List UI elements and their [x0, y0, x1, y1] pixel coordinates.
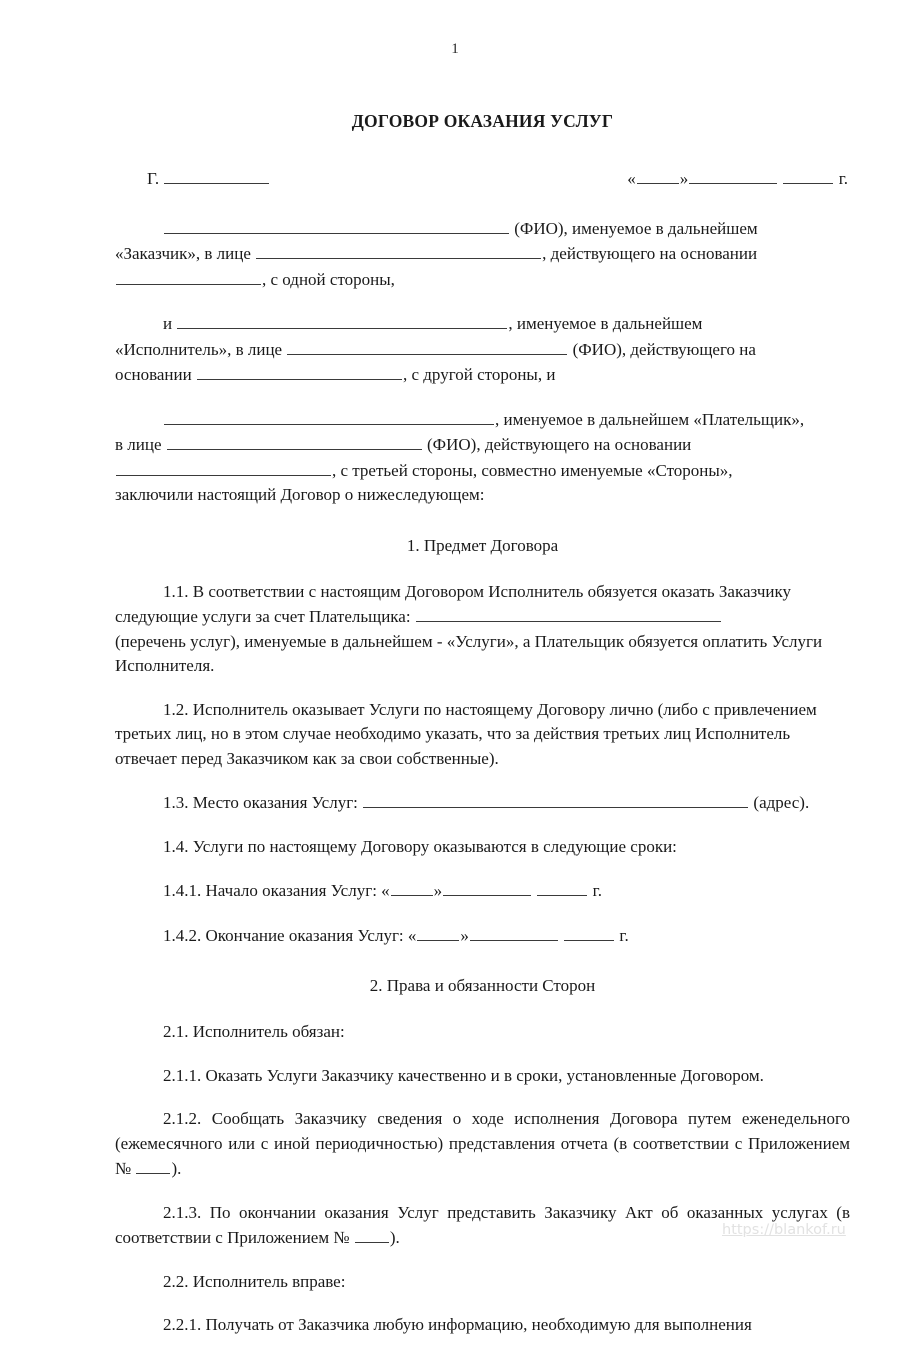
payer-name-blank[interactable] [164, 407, 494, 425]
start-quote-open: « [381, 881, 390, 900]
payer-side-label: , с третьей стороны, совместно именуемые «Стороны», [332, 460, 733, 480]
executor-named-label: , именуемое в дальнейшем [508, 314, 703, 333]
year-suffix: г. [838, 169, 848, 188]
executor-conjunction: и [163, 314, 173, 333]
clause-2-1-3-text-after: ). [389, 1228, 400, 1247]
executor-fio-label: (ФИО), действующего на [572, 339, 756, 359]
clause-1-1 [115, 580, 850, 679]
city-blank[interactable] [164, 166, 269, 184]
start-month-blank[interactable] [443, 878, 531, 896]
clause-1-4-1-text: 1.4.1. Начало оказания Услуг: [163, 881, 377, 900]
payer-named-label: , именуемое в дальнейшем «Плательщик», [495, 409, 805, 429]
day-blank[interactable] [637, 166, 679, 184]
clause-1-3 [115, 790, 850, 816]
executor-name-blank[interactable] [177, 311, 507, 329]
clause-2-1: 2.1. Исполнитель обязан: [163, 1022, 345, 1041]
customer-basis-blank[interactable] [116, 267, 261, 285]
end-day-blank[interactable] [417, 923, 459, 941]
executor-basis-blank[interactable] [197, 362, 402, 380]
end-year-suffix: г. [619, 925, 629, 945]
document-body [115, 110, 850, 1357]
customer-fio-label: (ФИО), именуемое в дальнейшем [514, 218, 758, 238]
customer-representative-blank[interactable] [256, 241, 541, 259]
customer-party-label: «Заказчик», в лице [115, 244, 251, 263]
service-address-blank[interactable] [363, 790, 748, 808]
clause-1-1-text-after: (перечень услуг), именуемые в дальнейшем - «Услуги», а Плательщик обязуется оплатить Услуги Исполнителя. [115, 631, 823, 675]
payer-basis-blank[interactable] [116, 458, 331, 476]
end-quote-close: » [460, 925, 469, 945]
end-month-blank[interactable] [470, 923, 558, 941]
date-field [627, 166, 850, 192]
customer-preamble [115, 216, 850, 293]
year-blank[interactable] [783, 166, 833, 184]
clause-2-1-2 [115, 1107, 850, 1182]
payer-preamble [115, 407, 850, 508]
clause-2-1-1: 2.1.1. Оказать Услуги Заказчику качественно и в сроки, установленные Договором. [163, 1065, 764, 1085]
end-quote-open: « [407, 925, 417, 945]
month-blank[interactable] [689, 166, 777, 184]
clause-1-4: 1.4. Услуги по настоящему Договору оказываются в следующие сроки: [163, 836, 677, 856]
clause-1-3-text-after: (адрес). [753, 793, 810, 812]
executor-party-label: «Исполнитель», в лице [115, 339, 283, 359]
start-year-suffix: г. [592, 881, 602, 900]
city-field [115, 166, 270, 192]
document-title: ДОГОВОР ОКАЗАНИЯ УСЛУГ [351, 111, 614, 131]
executor-representative-blank[interactable] [287, 337, 567, 355]
payer-in-person-label: в лице [115, 435, 162, 454]
clause-2-2: 2.2. Исполнитель вправе: [163, 1271, 346, 1291]
start-day-blank[interactable] [391, 878, 433, 896]
site-watermark: https://blankof.ru [722, 1222, 846, 1238]
executor-basis-label: основании [115, 365, 192, 384]
customer-acting-label: , действующего на основании [542, 244, 758, 263]
section-heading-1: 1. Предмет Договора [406, 535, 559, 555]
payer-representative-blank[interactable] [167, 432, 422, 450]
executor-side-label: , с другой стороны, и [402, 365, 556, 384]
clause-2-2-1: 2.2.1. Получать от Заказчика любую информацию, необходимую для выполнения [163, 1315, 752, 1334]
start-quote-close: » [433, 881, 443, 900]
clause-1-2: 1.2. Исполнитель оказывает Услуги по настоящему Договору лично (либо с привлечением третьих лиц, но в этом случае необходимо указать, что за действия третьих лиц Исполнитель отвечает перед Заказчиком как за свои собственные). [115, 699, 817, 768]
quote-close: » [679, 169, 689, 188]
annex-number-blank-act[interactable] [355, 1225, 389, 1243]
executor-preamble [115, 311, 850, 388]
clause-1-3-text-before: 1.3. Место оказания Услуг: [163, 793, 358, 812]
clause-1-4-2-text: 1.4.2. Окончание оказания Услуг: [163, 925, 404, 945]
section-heading-2: 2. Права и обязанности Сторон [369, 976, 596, 995]
end-year-blank[interactable] [564, 923, 614, 941]
annex-number-blank-report[interactable] [136, 1156, 170, 1174]
payer-conclusion: заключили настоящий Договор о нижеследующем: [115, 485, 485, 504]
clause-2-1-2-text-before: 2.1.2. Сообщать Заказчику сведения о ходе исполнения Договора путем еженедельного (ежемесячного или с иной периодичностью) представления отчета (в соответствии с Приложением № [115, 1109, 850, 1178]
customer-name-blank[interactable] [164, 216, 509, 234]
page-number: 1 [451, 41, 459, 57]
services-list-blank[interactable] [416, 604, 721, 622]
quote-open: « [627, 169, 636, 188]
payer-fio-label: (ФИО), действующего на основании [427, 435, 692, 454]
city-date-row [115, 166, 850, 192]
clause-1-4-2 [115, 923, 850, 949]
clause-2-1-2-text-after: ). [171, 1159, 182, 1178]
clause-2-1-3-text-before: 2.1.3. По окончании оказания Услуг представить Заказчику Акт об оказанных услугах (в соответствии с Приложением № [115, 1202, 850, 1247]
start-year-blank[interactable] [537, 878, 587, 896]
customer-side-label: , с одной стороны, [262, 269, 395, 289]
clause-1-1-text-before: 1.1. В соответствии с настоящим Договором Исполнитель обязуется оказать Заказчику следующие услуги за счет Плательщика: [115, 581, 792, 626]
clause-1-4-1 [115, 878, 850, 904]
city-label: Г. [147, 169, 160, 188]
